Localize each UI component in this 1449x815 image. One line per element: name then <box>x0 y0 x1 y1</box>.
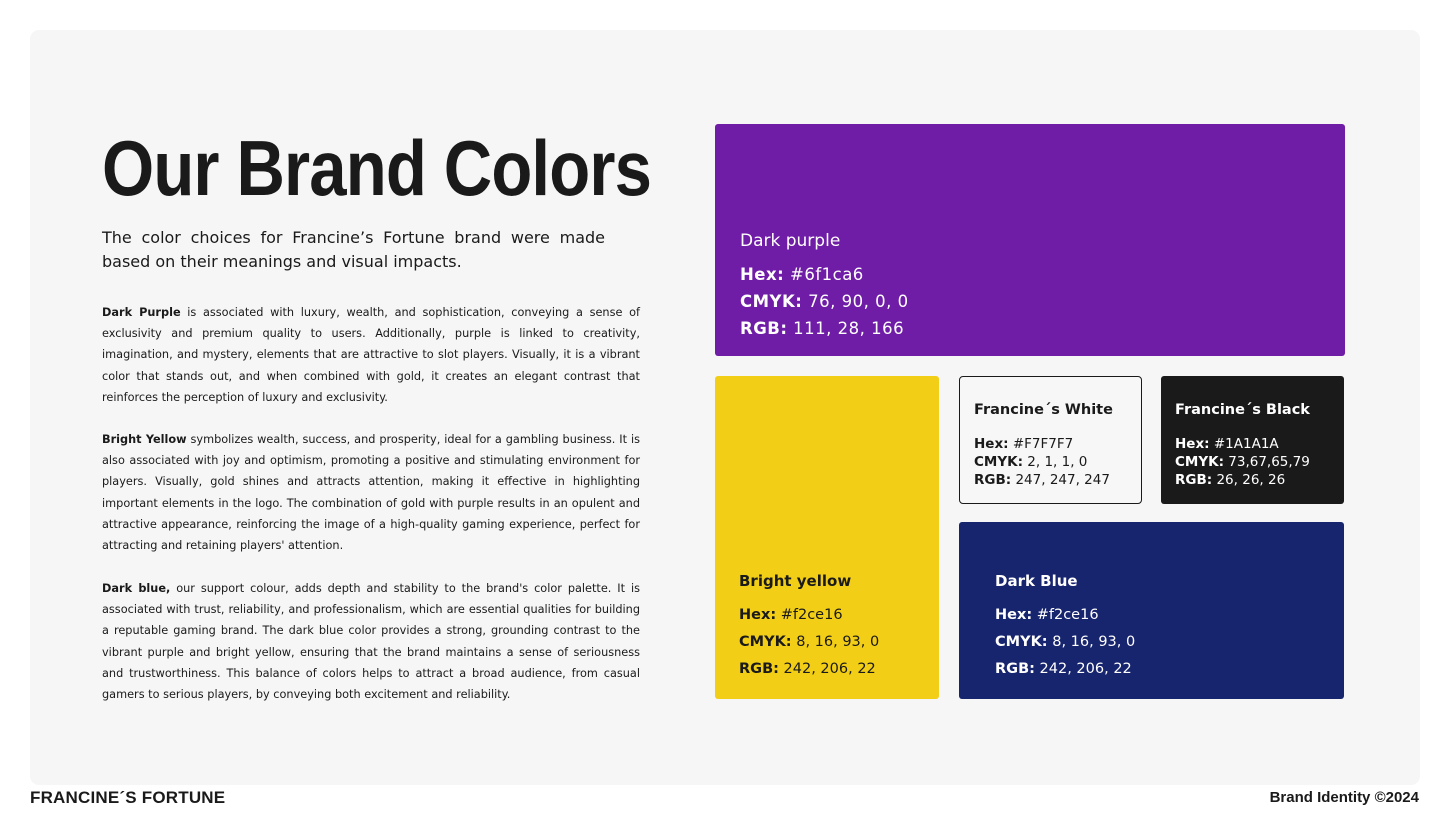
footer-brand: FRANCINE´S FORTUNE <box>30 788 226 807</box>
paragraph-lead: Dark Purple <box>102 306 181 319</box>
rgb-value: 242, 206, 22 <box>778 661 876 677</box>
rgb-row <box>1175 471 1310 489</box>
paragraph-body: our support colour, adds depth and stability to the brand's color palette. It is associated with trust, reliability, and professionalism, which are essential qualities for building a reputable gaming brand. The dark blue color provides a strong, grounding contrast to the vibrant purple and bright yellow, ensuring that the brand maintains a sense of seriousness and trustworthiness. This balance of colors helps to attract a broad audience, from casual gamers to serious players, by conveying both excitement and reliability. <box>102 582 640 702</box>
cmyk-row <box>739 629 879 656</box>
rgb-row <box>739 656 879 683</box>
rgb-value: 111, 28, 166 <box>787 319 905 338</box>
cmyk-row <box>974 453 1110 471</box>
rgb-row <box>974 471 1110 489</box>
cmyk-label: CMYK: <box>974 454 1023 470</box>
hex-row <box>739 602 879 629</box>
hex-value: #6f1ca6 <box>784 265 864 284</box>
paragraph-lead: Bright Yellow <box>102 433 187 446</box>
cmyk-label: CMYK: <box>1175 454 1224 470</box>
footer-identity: Brand Identity ©2024 <box>1269 789 1419 806</box>
swatch-francines-black <box>1161 376 1344 504</box>
swatch-name: Dark Blue <box>995 572 1078 590</box>
cmyk-value: 73,67,65,79 <box>1223 454 1310 470</box>
rgb-value: 242, 206, 22 <box>1034 661 1132 677</box>
swatch-specs <box>739 602 879 683</box>
rgb-label: RGB: <box>1175 472 1213 488</box>
rgb-value: 247, 247, 247 <box>1011 472 1110 488</box>
swatch-dark-blue <box>959 522 1344 699</box>
hex-row <box>995 602 1135 629</box>
swatch-bright-yellow <box>715 376 939 699</box>
hex-label: Hex: <box>995 607 1033 623</box>
hex-row <box>740 261 909 288</box>
hex-value: #1A1A1A <box>1209 436 1279 452</box>
hex-value: #F7F7F7 <box>1008 436 1074 452</box>
cmyk-value: 76, 90, 0, 0 <box>802 292 909 311</box>
swatch-name: Francine´s Black <box>1175 402 1310 418</box>
rgb-label: RGB: <box>740 319 788 338</box>
hex-label: Hex: <box>740 265 785 284</box>
rgb-row <box>995 656 1135 683</box>
paragraph-body: is associated with luxury, wealth, and sophistication, conveying a sense of exclusivity and premium quality to users. Additionally, purple is linked to creativity, imagination, and mystery, elements that are attractive to slot players. Visually, it is a vibrant color that stands out, and when combined with gold, it creates an elegant contrast that reinforces the perception of luxury and exclusivity. <box>102 306 640 404</box>
hex-value: #f2ce16 <box>776 607 843 623</box>
swatch-specs <box>995 602 1135 683</box>
intro-text: The color choices for Francine’s Fortune brand were made based on their meanings and visual impacts. <box>102 228 605 271</box>
rgb-label: RGB: <box>739 661 779 677</box>
paragraph-dark-blue <box>102 578 640 705</box>
cmyk-label: CMYK: <box>740 292 803 311</box>
swatch-name: Bright yellow <box>739 572 852 590</box>
swatch-francines-white <box>959 376 1142 504</box>
swatch-name: Dark purple <box>740 231 841 251</box>
cmyk-row <box>740 288 909 315</box>
rgb-label: RGB: <box>974 472 1012 488</box>
rgb-label: RGB: <box>995 661 1035 677</box>
swatch-specs <box>974 435 1110 489</box>
paragraph-lead: Dark blue, <box>102 582 171 595</box>
paragraph-bright-yellow <box>102 429 640 556</box>
swatch-specs <box>740 261 909 342</box>
cmyk-value: 8, 16, 93, 0 <box>791 634 880 650</box>
swatch-specs <box>1175 435 1310 489</box>
cmyk-row <box>995 629 1135 656</box>
cmyk-row <box>1175 453 1310 471</box>
rgb-row <box>740 315 909 342</box>
swatch-name: Francine´s White <box>974 402 1113 418</box>
hex-label: Hex: <box>974 436 1009 452</box>
paragraph-body: symbolizes wealth, success, and prosperity, ideal for a gambling business. It is also associated with joy and optimism, promoting a positive and stimulating environment for players. Visually, gold shines and attracts attention, making it effective in highlighting important elements in the logo. The combination of gold with purple results in an opulent and attractive appearance, reinforcing the image of a high-quality gaming experience, perfect for attracting and retaining players' attention. <box>102 433 641 553</box>
hex-row <box>1175 435 1310 453</box>
hex-label: Hex: <box>739 607 777 623</box>
cmyk-value: 2, 1, 1, 0 <box>1022 454 1088 470</box>
swatch-dark-purple <box>715 124 1345 356</box>
hex-label: Hex: <box>1175 436 1210 452</box>
hex-row <box>974 435 1110 453</box>
cmyk-value: 8, 16, 93, 0 <box>1047 634 1136 650</box>
cmyk-label: CMYK: <box>995 634 1048 650</box>
page-title: Our Brand Colors <box>102 124 652 212</box>
rgb-value: 26, 26, 26 <box>1212 472 1286 488</box>
cmyk-label: CMYK: <box>739 634 792 650</box>
paragraph-dark-purple <box>102 302 640 408</box>
hex-value: #f2ce16 <box>1032 607 1099 623</box>
